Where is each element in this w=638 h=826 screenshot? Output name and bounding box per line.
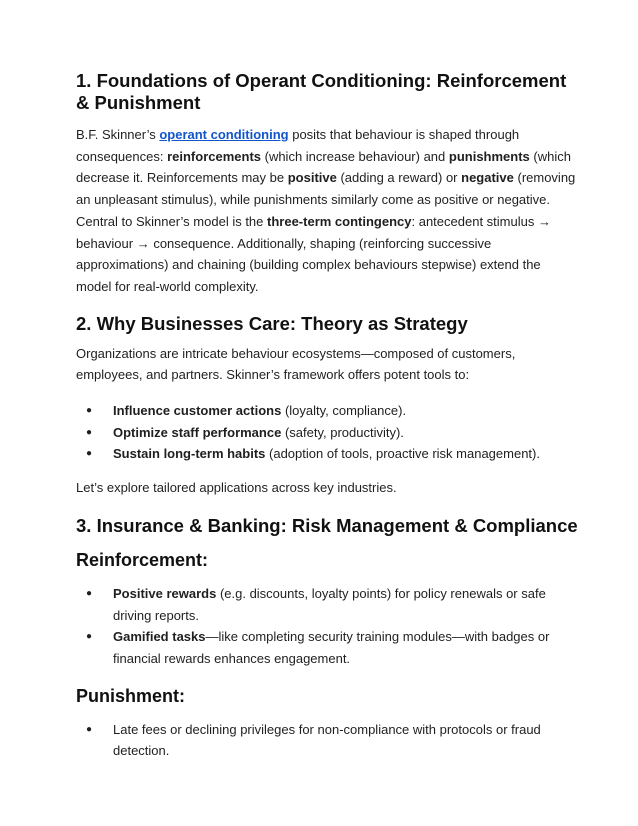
punishment-bullet-list <box>76 719 578 762</box>
list-item: ● Sustain long-term habits (adoption of tools, proactive risk management). <box>113 443 578 465</box>
list-item: ● Positive rewards (e.g. discounts, loyalty points) for policy renewals or safe driving reports. <box>113 583 578 626</box>
list-item: ● Influence customer actions (loyalty, compliance). <box>113 400 578 422</box>
list-item: ● Optimize staff performance (safety, productivity). <box>113 422 578 444</box>
reinforcement-heading: Reinforcement: <box>76 549 209 570</box>
reinforcement-bullet-list <box>76 583 578 670</box>
punishment-heading: Punishment: <box>76 685 186 706</box>
section-1-heading: 1. Foundations of Operant Conditioning: Reinforcement & Punishment <box>76 70 567 113</box>
section-1-paragraph: B.F. Skinner’s operant conditioning posits that behaviour is shaped through consequences: reinforcements (which increase behaviour) and punishments (which decrease it. Reinforcements may be positive (adding a reward) or negative (removing an unpleasant stimulus), while punishments similarly come as positive or negative. Central to Skinner’s model is the three-term contingency: antecedent stimulus → behaviour → consequence. Additionally, shaping (reinforcing successive approximations) and chaining (building complex behaviours stepwise) extend the model for real-world complexity. <box>76 127 576 294</box>
section-2-closing: Let’s explore tailored applications across key industries. <box>76 480 397 496</box>
section-2-heading: 2. Why Businesses Care: Theory as Strategy <box>76 312 468 334</box>
operant-conditioning-link[interactable]: operant conditioning <box>159 127 289 142</box>
list-item: ● Late fees or declining privileges for non-compliance with protocols or fraud detection. <box>113 719 578 762</box>
section-2-paragraph: Organizations are intricate behaviour ecosystems—composed of customers, employees, and partners. Skinner’s framework offers potent tools to: <box>76 345 516 383</box>
list-item: ● Gamified tasks—like completing security training modules—with badges or financial rewards enhances engagement. <box>113 626 578 669</box>
section-2-bullet-list <box>76 400 578 465</box>
section-3-heading: 3. Insurance & Banking: Risk Management & Compliance <box>76 514 578 536</box>
